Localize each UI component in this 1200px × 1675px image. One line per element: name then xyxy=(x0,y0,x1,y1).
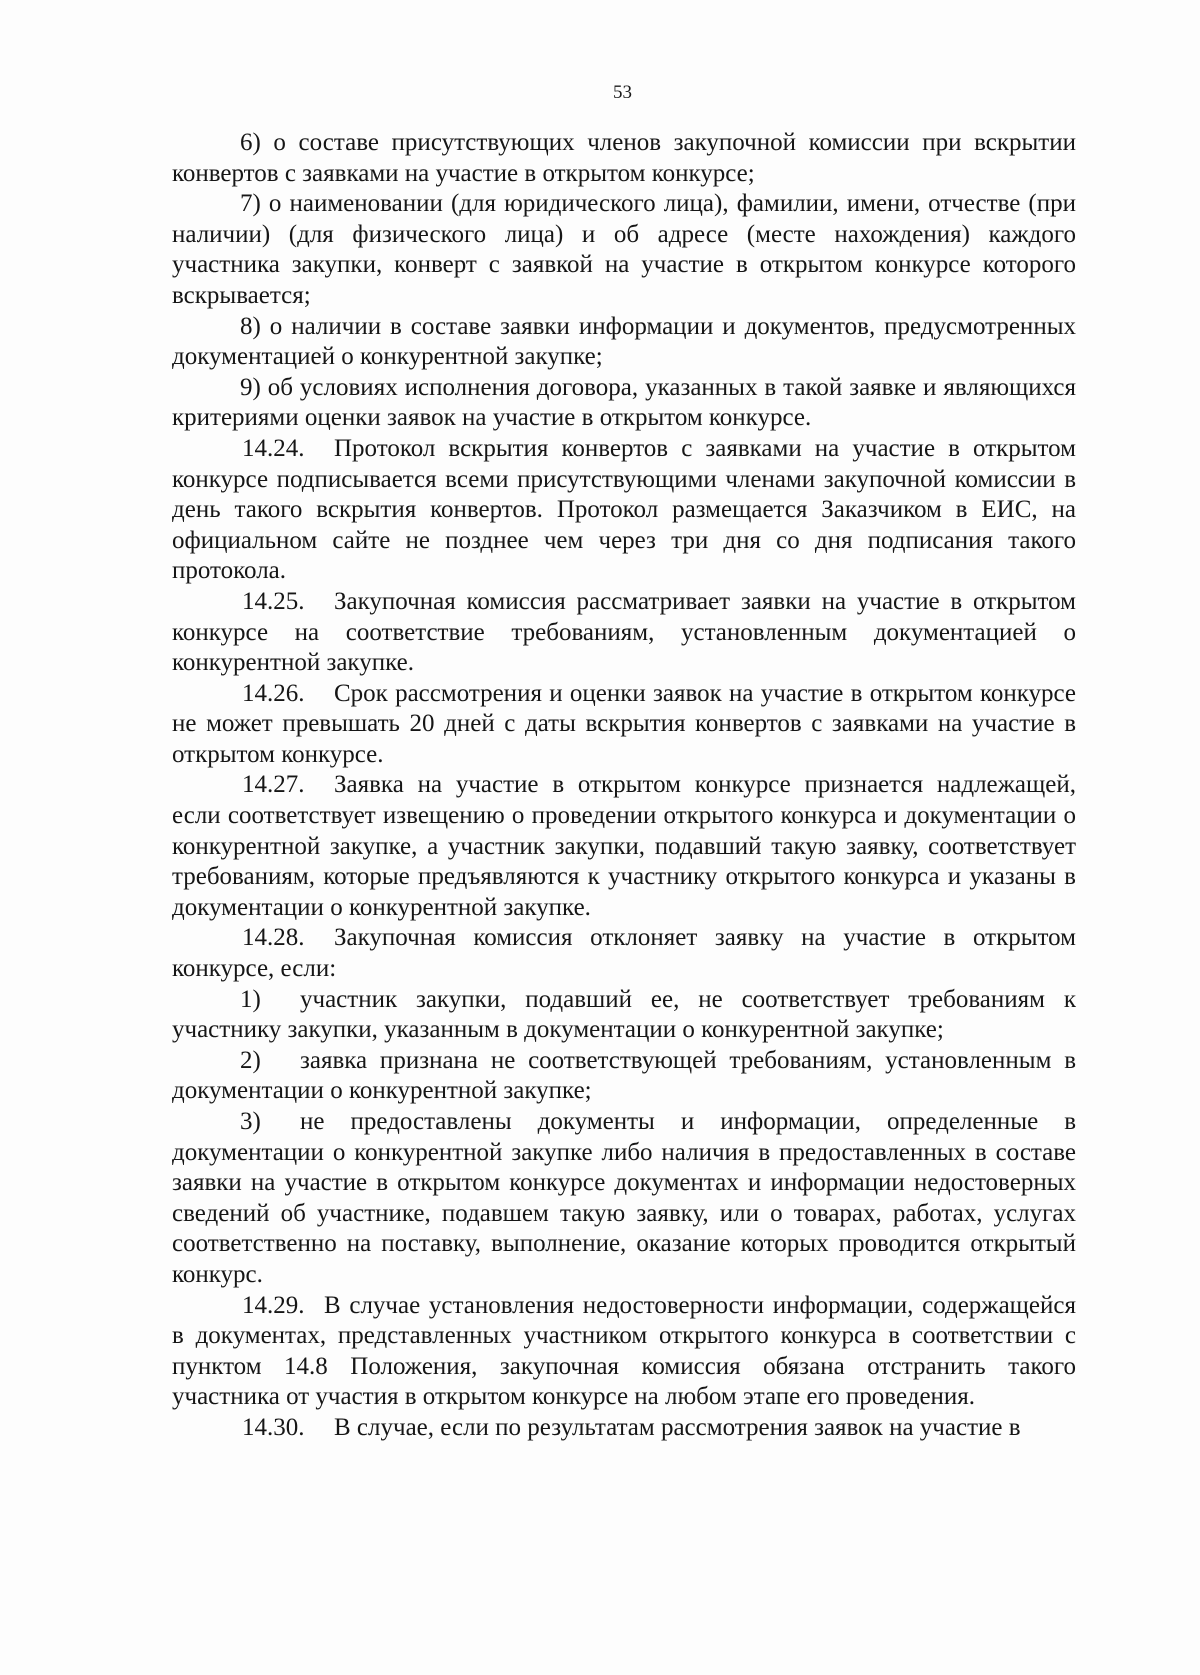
item-text: не предоставлены документы и информации, определенные в документации о конкурентной закупке либо наличия в предоставленных в составе заявки на участие в открытом конкурсе документах и информации недостоверных сведений об участнике, подавшем такую заявку, или о товарах, работах, услугах соответственно на поставку, выполнение, оказание которых проводится открытый конкурс. xyxy=(172,1108,1076,1288)
clause-text: В случае, если по результатам рассмотрения заявок на участие в xyxy=(334,1413,1021,1441)
item-number: 1) xyxy=(240,985,261,1013)
clause-number: 14.29. xyxy=(242,1291,305,1319)
paragraph-text: 6) о составе присутствующих членов закупочной комиссии при вскрытии конвертов с заявками на участие в открытом конкурсе; xyxy=(172,129,1076,187)
clause-14-29 xyxy=(172,1291,1076,1413)
clause-number: 14.28. xyxy=(242,924,305,952)
clause-14-30 xyxy=(172,1413,1076,1444)
paragraph-text: 8) о наличии в составе заявки информации и документов, предусмотренных документацией о конкурентной закупке; xyxy=(172,312,1076,371)
document-body xyxy=(172,128,1076,1444)
clause-text: Срок рассмотрения и оценки заявок на участие в открытом конкурсе не может превышать 20 дней с даты вскрытия конвертов с заявками на участие в открытом конкурсе. xyxy=(172,679,1076,768)
clause-text: Закупочная комиссия рассматривает заявки на участие в открытом конкурсе на соответствие требованиям, установленным документацией о конкурентной закупке. xyxy=(172,587,1076,677)
list-item-3 xyxy=(172,1107,1076,1291)
clause-number: 14.24. xyxy=(242,434,305,462)
clause-number: 14.30. xyxy=(242,1413,305,1441)
clause-number: 14.27. xyxy=(242,771,305,799)
paragraph-8 xyxy=(172,312,1076,373)
paragraph-6 xyxy=(172,128,1076,189)
clause-14-28 xyxy=(172,923,1076,984)
paragraph-9 xyxy=(172,373,1076,434)
page-number: 53 xyxy=(613,82,632,103)
clause-number: 14.26. xyxy=(242,679,305,707)
list-item-2 xyxy=(172,1046,1076,1107)
item-number: 3) xyxy=(240,1108,261,1135)
item-text: заявка признана не соответствующей требованиям, установленным в документации о конкурентной закупке; xyxy=(172,1046,1076,1105)
clause-text: Протокол вскрытия конвертов с заявками на участие в открытом конкурсе подписывается всеми присутствующими членами закупочной комиссии в день такого вскрытия конвертов. Протокол размещается Заказчиком в ЕИС, на официальном сайте не позднее чем через три дня со дня подписания такого протокола. xyxy=(172,434,1076,585)
item-number: 2) xyxy=(240,1046,261,1074)
clause-text: Заявка на участие в открытом конкурсе признается надлежащей, если соответствует извещению о проведении открытого конкурса и документации о конкурентной закупке, а участник закупки, подавший такую заявку, соответствует требованиям, которые предъявляются к участнику открытого конкурса и указаны в документации о конкурентной закупке. xyxy=(172,771,1076,921)
clause-14-24 xyxy=(172,434,1076,587)
paragraph-7 xyxy=(172,189,1076,311)
clause-14-26 xyxy=(172,679,1076,771)
clause-number: 14.25. xyxy=(242,587,305,615)
clause-14-25 xyxy=(172,587,1076,679)
clause-14-27 xyxy=(172,770,1076,923)
paragraph-text: 9) об условиях исполнения договора, указанных в такой заявке и являющихся критериями оценки заявок на участие в открытом конкурсе. xyxy=(172,373,1076,432)
paragraph-text: 7) о наименовании (для юридического лица), фамилии, имени, отчестве (при наличии) (для физического лица) и об адресе (месте нахождения) каждого участника закупки, конверт с заявкой на участие в открытом конкурсе которого вскрывается; xyxy=(172,190,1076,309)
clause-text: Закупочная комиссия отклоняет заявку на участие в открытом конкурсе, если: xyxy=(172,924,1076,983)
item-text: участник закупки, подавший ее, не соответствует требованиям к участнику закупки, указанным в документации о конкурентной закупке; xyxy=(172,985,1076,1044)
clause-text: В случае установления недостоверности информации, содержащейся в документах, представленных участником открытого конкурса в соответствии с пунктом 14.8 Положения, закупочная комиссия обязана отстранить такого участника от участия в открытом конкурсе на любом этапе его проведения. xyxy=(172,1291,1076,1411)
list-item-1 xyxy=(172,985,1076,1046)
